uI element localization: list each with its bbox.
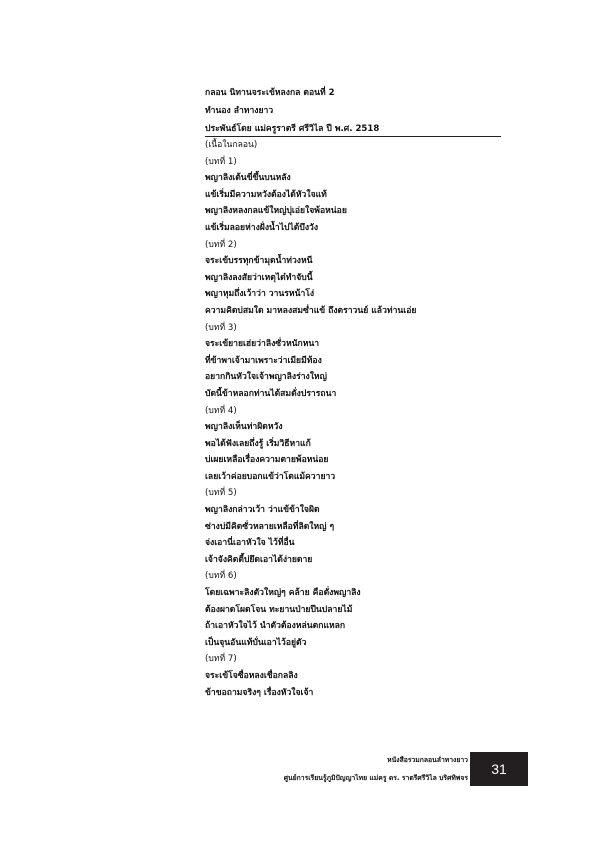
page-footer xyxy=(228,755,468,783)
poem-line: จ่งเอานี่เอาหัวใจ ไว้ที่อื่น xyxy=(205,538,295,549)
poem-line: ที่ข้าพาเจ้ามาเพราะว่าเมียมีท้อง xyxy=(205,355,322,366)
footer-book-title: หนังสือรวมกลอนลำทางยาว xyxy=(387,756,468,764)
stanza-heading: (เนื้อในกลอน) xyxy=(205,140,258,150)
poem-line: พญาลิงเต้นขี่ขึ้นบนหลัง xyxy=(205,173,291,184)
poem-line: เป็นจุนอันแท้บั่นเอาไว้อยู่ตัว xyxy=(205,637,307,648)
poem-line: พญาลิงกล่าวเว้า ว่าแข้ข้าใจผิด xyxy=(205,505,320,516)
poem-line: จระเข้โจซื่อหลงเชื่อกลลิง xyxy=(205,671,298,681)
poem-line: ข้าขอถามจริงๆ เรื่องหัวใจเจ้า xyxy=(205,687,314,698)
poem-line: แข้เริ่มลอยห่างฝั่งน้ำไปได้บึงวัง xyxy=(205,222,319,233)
poem-line: ถ้าเอาหัวใจไว้ นำตัวต้องหล่นตกแหลก xyxy=(205,621,346,632)
poem-line: พญาหุมถึ่งเว้าว่า วานรหน้าโง่ xyxy=(205,289,315,300)
document-content xyxy=(205,86,505,703)
poem-line: พญาลิงลงสัยว่าเหตุได๋ทำจับนี้ xyxy=(205,272,313,283)
poem-line: พอได้ฟังเลยถึ่งรู้ เริ่มวิธีหาแก้ xyxy=(205,438,311,449)
poem-line: อยากกินหัวใจเจ้าพญาลิงร่างใหญ่ xyxy=(205,372,327,383)
poem-line: จระเข้บรรทุกข้ามุดน้ำท่วงหนี xyxy=(205,256,313,267)
stanza-heading: (บทที่ 2) xyxy=(205,239,237,250)
stanza-heading: (บทที่ 1) xyxy=(205,156,237,167)
page-number: 31 xyxy=(491,761,507,777)
poem-line: โดยเฉพาะลิงตัวใหญ่ๆ คล้าย คือดั่งพญาลิง xyxy=(205,588,361,599)
stanza-heading: (บทที่ 4) xyxy=(205,405,237,416)
poem-line: บัดนี้ข้าหลอกท่านได้สมดั่งปรารถนา xyxy=(205,388,337,399)
poem-line: พญาลิงเห็นท่าผิดหวัง xyxy=(205,422,283,433)
poem-body xyxy=(205,139,505,703)
poem-line: แข้เริ่มมีความหวังต้องได้หัวใจแท้ xyxy=(205,189,327,200)
stanza-heading: (บทที่ 6) xyxy=(205,571,237,582)
poem-line: พญาลิงหลงกลแข้ใหญ่บุ่เอ่ยใจพ้อหน่อย xyxy=(205,206,347,217)
poem-line: ซ่างบ่มีคิดซั่วหลายเหลือที่ลิดใหญ่ ๆ xyxy=(205,521,335,532)
page-number-box xyxy=(470,752,528,786)
footer-institution: ศูนย์การเรียนรู้ภูมิปัญญาไทย แม่ครู ดร. ราตรีศรีวิไล บริศทิพจร xyxy=(283,774,468,782)
poem-line: ความคิดบ่สมใด มาหลงสมซ่ำแข้ ถึงตราวนย์ แล้วท่านเอ่ย xyxy=(205,305,417,316)
melody-line: ทำนอง ลำทางยาว xyxy=(205,106,274,116)
composer-line: ประพันธ์โดย แม่ครูราตรี ศรีวิไล ปี พ.ศ. 2518 xyxy=(205,124,380,134)
poem-line: เจ้าจังคิดตี้บ่ยึดเอาได้ง่ายดาย xyxy=(205,554,313,565)
poem-line: จระเข้ยายเฮ่ยว่าลิงซั่วหนักหนา xyxy=(205,339,320,350)
header-divider xyxy=(205,136,501,137)
poem-line: ต้องผาดโผดโจน ทะยานป่ายปีนปลายไม้ xyxy=(205,604,353,615)
stanza-heading: (บทที่ 7) xyxy=(205,654,237,665)
stanza-heading: (บทที่ 5) xyxy=(205,488,237,499)
poem-title: กลอน นิทานจระเข้หลงกล ตอนที่ 2 xyxy=(205,88,335,98)
poem-line: บ่เผยเหลือเรื่องความตายพ้อหน่อย xyxy=(205,455,329,466)
stanza-heading: (บทที่ 3) xyxy=(205,322,237,333)
poem-line: เลยเว้าค่อยบอกแข้ว่าโตแม้ควายาว xyxy=(205,471,336,482)
